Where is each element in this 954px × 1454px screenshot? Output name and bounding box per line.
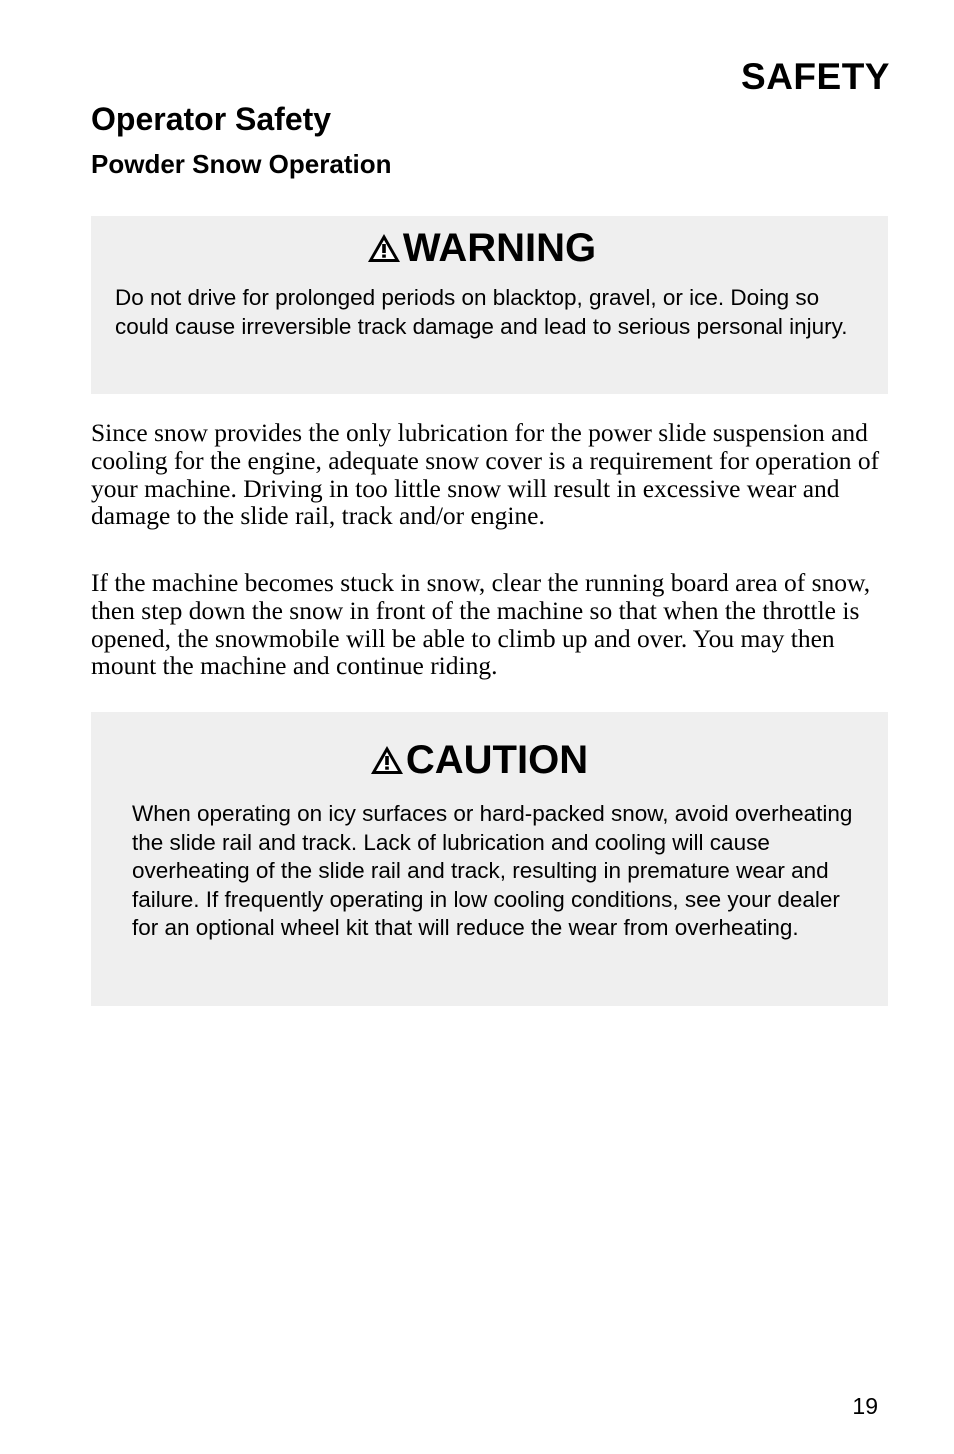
caution-heading-text: CAUTION (405, 738, 589, 782)
page-subtitle: Powder Snow Operation (91, 149, 392, 179)
page-number: 19 (852, 1393, 878, 1419)
body-paragraph: If the machine becomes stuck in snow, clear the running board area of snow, then step down the snow in front of the machine so that when the throttle is opened, the snowmobile will be able to climb up and over. You may then mount the machine and continue riding. (91, 568, 871, 681)
warning-text: Do not drive for prolonged periods on blacktop, gravel, or ice. Doing so could cause irreversible track damage and lead to serious personal injury. (115, 285, 848, 339)
section-header: SAFETY (741, 56, 890, 97)
warning-triangle-icon (367, 233, 401, 263)
body-paragraph: Since snow provides the only lubrication for the power slide suspension and cooling for the engine, adequate snow cover is a requirement for operation of your machine. Driving in too little snow will result in excessive wear and damage to the slide rail, track and/or engine. (91, 418, 880, 531)
caution-box (91, 712, 888, 1006)
warning-heading-text: WARNING (402, 226, 597, 270)
warning-box (91, 216, 888, 394)
warning-triangle-icon (370, 745, 404, 775)
caution-text: When operating on icy surfaces or hard-packed snow, avoid overheating the slide rail and track. Lack of lubrication and cooling will cause overheating of the slide rail and track, resulting in premature wear and failure. If frequently operating in low cooling conditions, see your dealer for an optional wheel kit that will reduce the wear from overheating. (132, 801, 853, 940)
caution-heading (98, 740, 860, 780)
warning-heading (95, 228, 868, 268)
page-title: Operator Safety (91, 101, 332, 137)
